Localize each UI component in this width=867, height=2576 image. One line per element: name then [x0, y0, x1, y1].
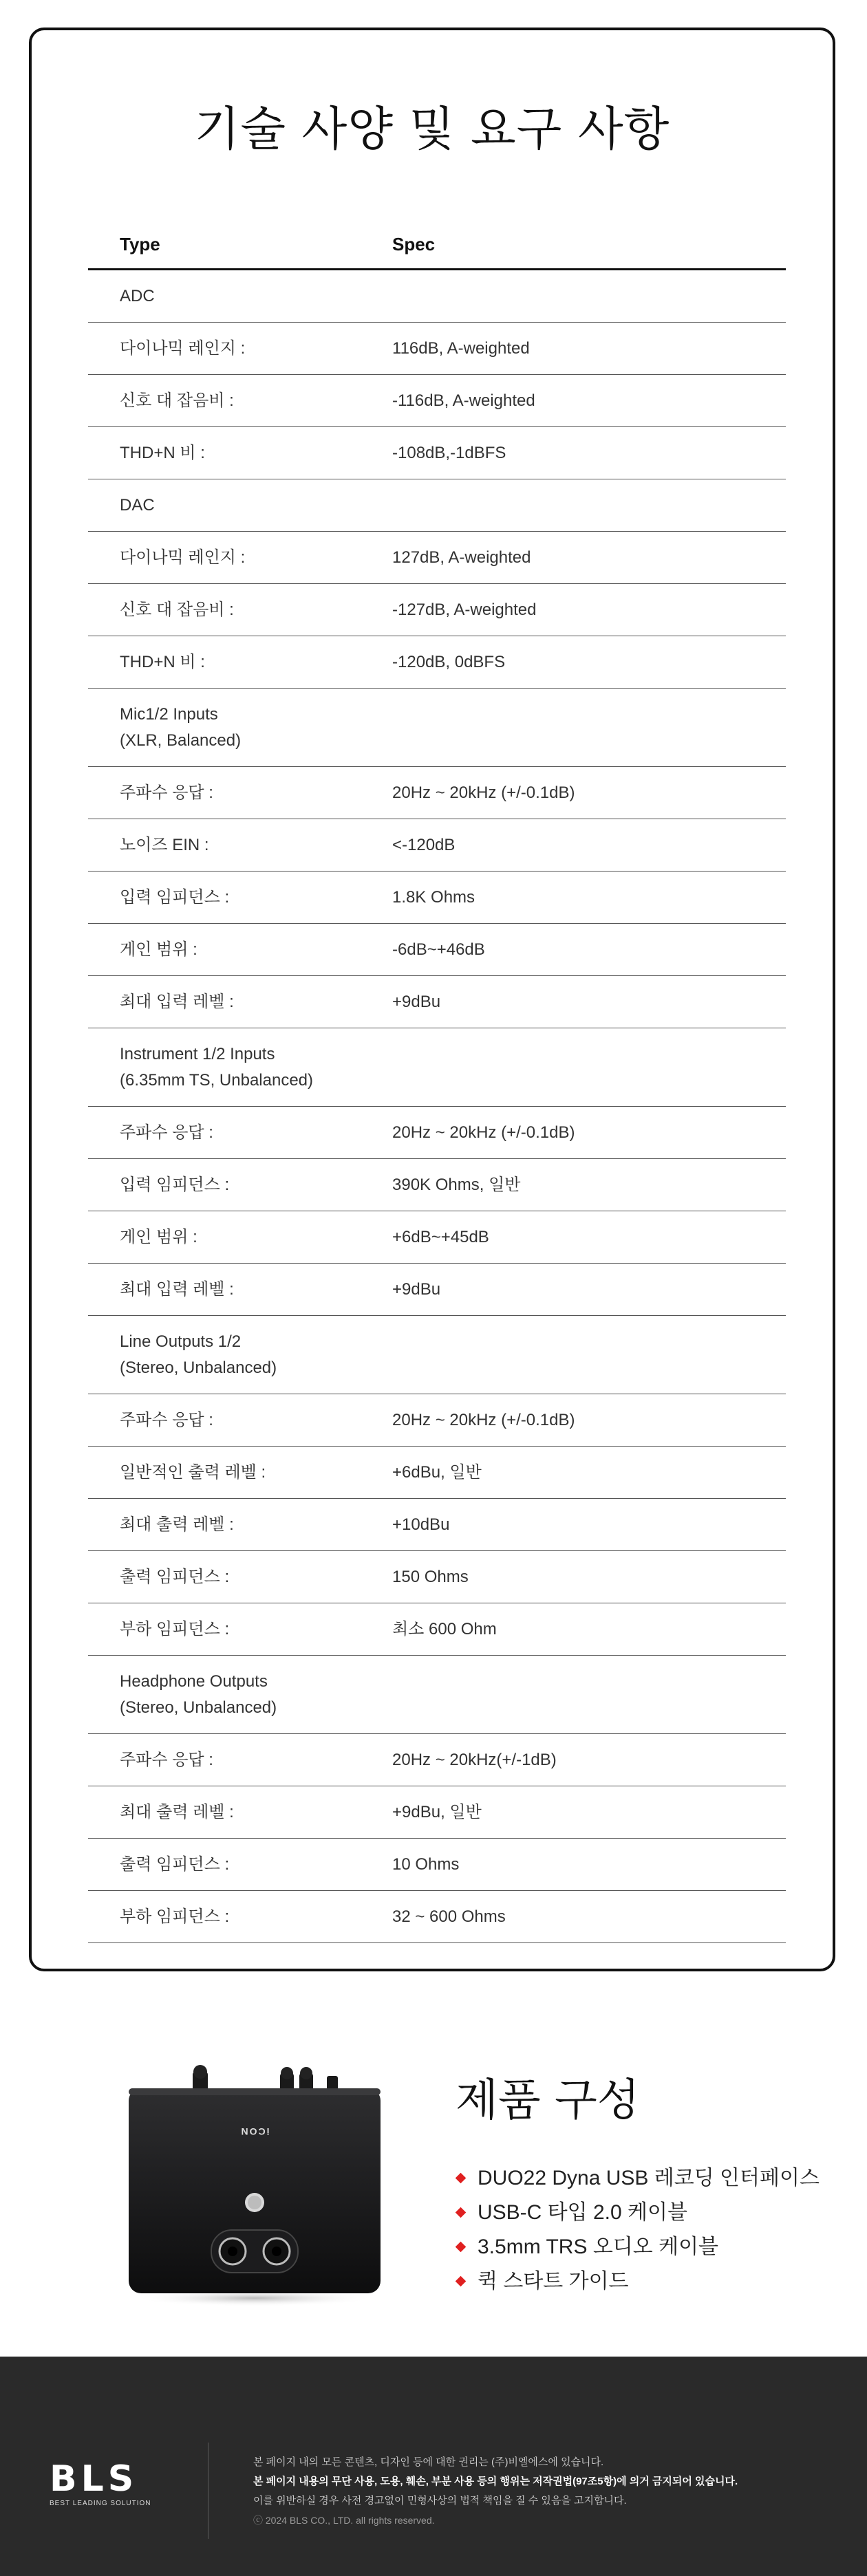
table-row	[88, 1839, 786, 1891]
row-type: 노이즈 EIN :	[120, 836, 209, 854]
logo-wordmark: BLS	[50, 2458, 138, 2500]
table-row	[88, 924, 786, 976]
table-row	[88, 872, 786, 924]
table-row	[88, 1211, 786, 1264]
row-type: 출력 임피던스 :	[120, 1855, 230, 1874]
spec-table-header	[88, 216, 786, 270]
row-spec: 10 Ohms	[392, 1855, 460, 1874]
table-row	[88, 1786, 786, 1839]
copyright-notice	[253, 2453, 738, 2530]
table-row	[88, 1891, 786, 1943]
table-row	[88, 767, 786, 819]
table-row	[88, 270, 786, 323]
row-type: 주파수 응답 :	[120, 1411, 213, 1429]
row-spec: 20Hz ~ 20kHz (+/-0.1dB)	[392, 1411, 575, 1429]
row-type: 최대 입력 레벨 :	[120, 993, 234, 1011]
row-type: 주파수 응답 :	[120, 783, 213, 802]
row-type: 최대 입력 레벨 :	[120, 1280, 234, 1299]
device-brand-logo: iCON	[239, 2126, 270, 2137]
row-spec: 116dB, A-weighted	[392, 339, 530, 358]
row-spec: 150 Ohms	[392, 1568, 469, 1586]
list-item-label: 퀵 스타트 가이드	[478, 2270, 629, 2293]
spec-rows	[88, 270, 786, 1943]
row-type: 부하 임피던스 :	[120, 1907, 230, 1926]
row-type: Instrument 1/2 Inputs (6.35mm TS, Unbalanced)	[120, 1045, 314, 1090]
notice-line-bold: 본 페이지 내용의 무단 사용, 도용, 훼손, 부분 사용 등의 행위는 저작권법(97조5항)에 의거 금지되어 있습니다.	[253, 2476, 738, 2487]
bls-logo	[50, 2458, 164, 2507]
row-spec: 127dB, A-weighted	[392, 548, 531, 567]
row-type: 출력 임피던스 :	[120, 1568, 230, 1586]
table-row	[88, 1264, 786, 1316]
row-spec: -120dB, 0dBFS	[392, 653, 506, 671]
copyright-line: ⓒ 2024 BLS CO., LTD. all rights reserved.	[253, 2515, 435, 2526]
table-row	[88, 1447, 786, 1499]
contents-list	[456, 2161, 820, 2299]
row-type: 게인 범위 :	[120, 1228, 197, 1246]
row-spec: 390K Ohms, 일반	[392, 1176, 521, 1194]
row-type: THD+N 비 :	[120, 444, 205, 462]
list-item	[456, 2264, 820, 2299]
footer	[0, 2357, 867, 2576]
row-spec: +6dB~+45dB	[392, 1228, 489, 1246]
list-item	[456, 2196, 820, 2230]
table-row	[88, 1107, 786, 1159]
list-item-label: USB-C 타입 2.0 케이블	[478, 2201, 687, 2224]
row-spec: +9dBu	[392, 1280, 441, 1299]
product-contents-section	[0, 1971, 867, 2357]
table-row	[88, 1159, 786, 1211]
table-row	[88, 1499, 786, 1551]
row-spec: -116dB, A-weighted	[392, 391, 535, 410]
row-spec: -108dB,-1dBFS	[392, 444, 506, 462]
diamond-bullet-icon	[456, 2242, 467, 2253]
audio-interface-image	[120, 2061, 389, 2308]
row-type: THD+N 비 :	[120, 653, 205, 671]
row-type: DAC	[120, 496, 155, 515]
logo-tagline: BEST LEADING SOLUTION	[50, 2500, 151, 2507]
table-row	[88, 1603, 786, 1656]
row-spec: 최소 600 Ohm	[392, 1620, 497, 1638]
row-spec: 32 ~ 600 Ohms	[392, 1907, 506, 1926]
table-row	[88, 323, 786, 375]
table-row	[88, 375, 786, 427]
row-spec: <-120dB	[392, 836, 456, 854]
table-row	[88, 1551, 786, 1603]
list-item-label: 3.5mm TRS 오디오 케이블	[478, 2236, 719, 2258]
row-type: Headphone Outputs (Stereo, Unbalanced)	[120, 1672, 277, 1717]
table-row	[88, 1028, 786, 1107]
table-row	[88, 976, 786, 1028]
row-spec: 20Hz ~ 20kHz (+/-0.1dB)	[392, 1123, 575, 1142]
table-row	[88, 689, 786, 767]
table-row	[88, 427, 786, 479]
row-type: Line Outputs 1/2 (Stereo, Unbalanced)	[120, 1332, 277, 1377]
list-item	[456, 2161, 820, 2196]
row-type: ADC	[120, 287, 155, 305]
row-type: 게인 범위 :	[120, 940, 197, 959]
row-type: 신호 대 잡음비 :	[120, 391, 234, 410]
notice-line: 본 페이지 내의 모든 콘텐츠, 디자인 등에 대한 권리는 (주)비엘에스에 있습니다.	[253, 2456, 604, 2468]
list-item-label: DUO22 Dyna USB 레코딩 인터페이스	[478, 2167, 820, 2189]
header-spec: Spec	[392, 234, 436, 255]
row-type: 최대 출력 레벨 :	[120, 1803, 234, 1821]
row-spec: 1.8K Ohms	[392, 888, 475, 907]
specs-card	[29, 28, 835, 1971]
row-type: 입력 임피던스 :	[120, 1176, 230, 1194]
row-spec: +9dBu	[392, 993, 441, 1011]
table-row	[88, 1316, 786, 1394]
row-spec: 20Hz ~ 20kHz(+/-1dB)	[392, 1751, 557, 1769]
list-item	[456, 2230, 820, 2264]
row-type: 신호 대 잡음비 :	[120, 600, 234, 619]
table-row	[88, 1734, 786, 1786]
row-type: 최대 출력 레벨 :	[120, 1515, 234, 1534]
table-row	[88, 1394, 786, 1447]
table-row	[88, 636, 786, 689]
row-spec: +6dBu, 일반	[392, 1463, 482, 1482]
row-type: 다이나믹 레인지 :	[120, 548, 246, 567]
row-spec: 20Hz ~ 20kHz (+/-0.1dB)	[392, 783, 575, 802]
row-spec: +9dBu, 일반	[392, 1803, 482, 1821]
row-type: 일반적인 출력 레벨 :	[120, 1463, 266, 1482]
diamond-bullet-icon	[456, 2173, 467, 2184]
row-type: 다이나믹 레인지 :	[120, 339, 246, 358]
row-type: 입력 임피던스 :	[120, 888, 230, 907]
row-spec: -127dB, A-weighted	[392, 600, 537, 619]
table-row	[88, 584, 786, 636]
table-row	[88, 532, 786, 584]
specs-title: 기술 사양 및 요구 사항	[194, 102, 670, 157]
notice-line: 이를 위반하실 경우 사전 경고없이 민형사상의 법적 책임을 질 수 있음을 고지합니다.	[253, 2495, 627, 2507]
product-title: 제품 구성	[456, 2075, 640, 2126]
row-spec: -6dB~+46dB	[392, 940, 485, 959]
row-spec: +10dBu	[392, 1515, 450, 1534]
row-type: Mic1/2 Inputs (XLR, Balanced)	[120, 705, 242, 750]
table-row	[88, 819, 786, 872]
row-type: 부하 임피던스 :	[120, 1620, 230, 1638]
table-row	[88, 1656, 786, 1734]
table-row	[88, 479, 786, 532]
row-type: 주파수 응답 :	[120, 1123, 213, 1142]
header-type: Type	[120, 234, 160, 255]
diamond-bullet-icon	[456, 2276, 467, 2287]
spec-table	[88, 216, 786, 1943]
row-type: 주파수 응답 :	[120, 1751, 213, 1769]
diamond-bullet-icon	[456, 2207, 467, 2218]
